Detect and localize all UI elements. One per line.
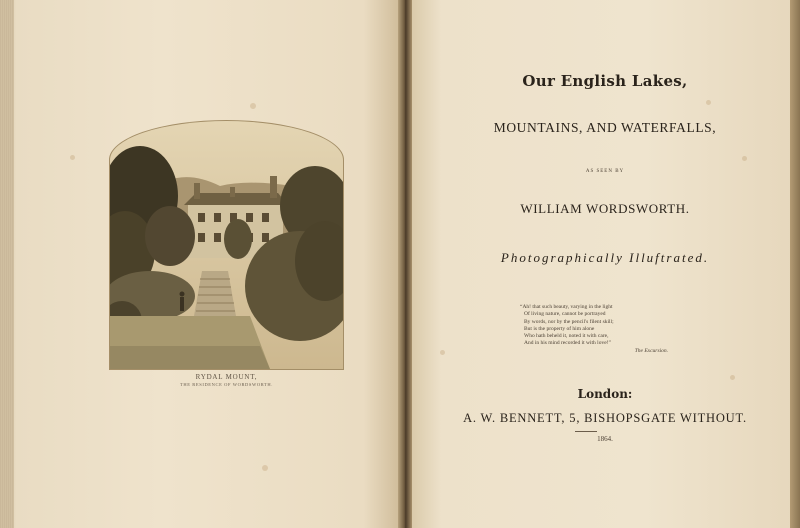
epigraph-line: But is the property of him alone <box>524 325 595 332</box>
rydal-mount-photograph <box>110 121 343 369</box>
imprint-publisher: A. W. BENNETT, 5, BISHOPSGATE WITHOUT. <box>463 411 747 425</box>
epigraph-line: And in his mind recorded it with love!” <box>524 340 611 347</box>
foxing-spot <box>440 350 445 355</box>
author-name: WILLIAM WORDSWORTH. <box>520 201 690 216</box>
illustration-note: Photographically Illuftrated. <box>500 250 710 265</box>
epigraph-line: “Ah! that such beauty, varying in the light <box>520 304 613 310</box>
photo-caption-subtitle: THE RESIDENCE OF WORDSWORTH. <box>180 382 273 387</box>
foxing-spot <box>262 465 268 471</box>
foxing-spot <box>70 155 75 160</box>
epigraph-line: Of living nature, cannot be portrayed <box>524 311 606 318</box>
foxing-spot <box>250 103 256 109</box>
imprint-city: London: <box>577 387 633 401</box>
epigraph-line: Who hath beheld it, noted it with care, <box>524 333 609 340</box>
epigraph <box>520 304 680 355</box>
book-title: Our English Lakes, <box>522 72 688 90</box>
foxing-spot <box>730 375 735 380</box>
epigraph-attribution: The Excursion. <box>634 347 668 354</box>
imprint-year: 1864. <box>597 435 613 443</box>
foxing-spot <box>742 156 747 161</box>
foxing-spot <box>706 100 711 105</box>
page-edges <box>0 0 14 528</box>
book-subtitle: MOUNTAINS, AND WATERFALLS, <box>493 120 717 135</box>
seen-by-label: AS SEEN BY <box>585 169 625 174</box>
photo-caption-title: RYDAL MOUNT, <box>195 373 258 381</box>
imprint-rule <box>575 431 597 432</box>
epigraph-line: By words, nor by the pencil's filent skill; <box>524 318 614 325</box>
